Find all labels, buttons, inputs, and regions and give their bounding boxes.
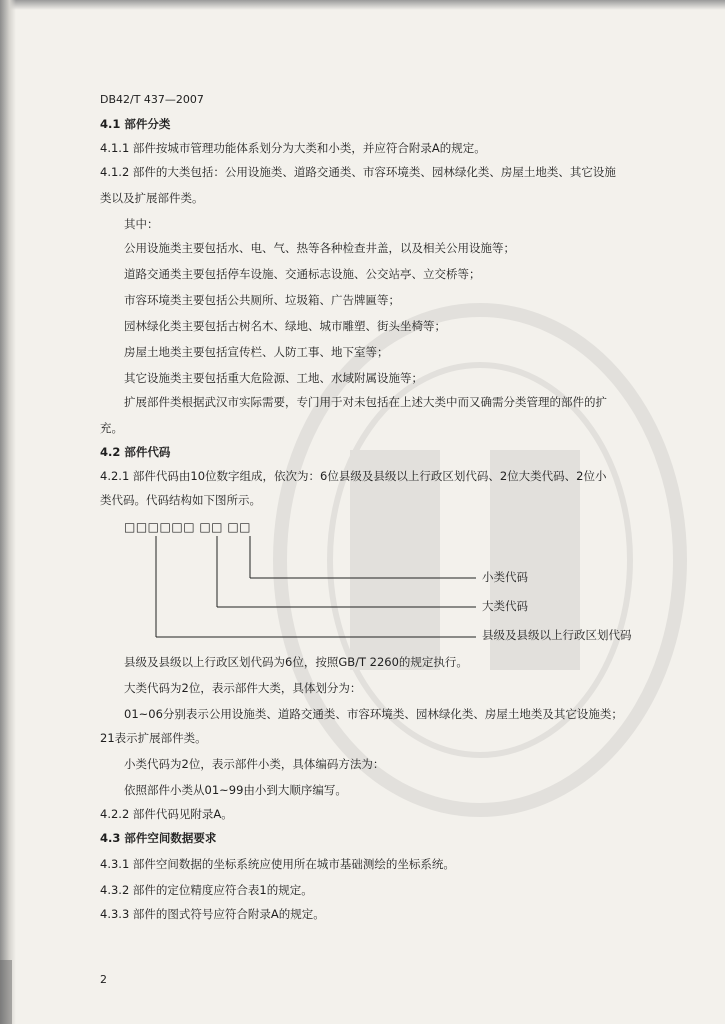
list-item: 其它设施类主要包括重大危险源、工地、水域附属设施等；: [124, 371, 423, 385]
clause-4-2-1-line1: 4.2.1 部件代码由10位数字组成，依次为：6位县级及县级以上行政区划代码、2位大类代码、2位小: [100, 469, 607, 483]
qizhong-label: 其中：: [124, 217, 159, 231]
list-item: 房屋土地类主要包括宣传栏、人防工事、地下室等；: [124, 345, 389, 359]
clause-4-2-1-line2: 类代码。代码结构如下图所示。: [100, 493, 261, 507]
paragraph-minor-detail: 依照部件小类从01~99由小到大顺序编写。: [124, 783, 347, 797]
paragraph-major-detail-line1: 01~06分别表示公用设施类、道路交通类、市容环境类、园林绿化类、房屋土地类及其它设施类；: [124, 707, 623, 721]
paragraph-county-code: 县级及县级以上行政区划代码为6位，按照GB/T 2260的规定执行。: [124, 655, 468, 669]
section-4-3-heading: 4.3 部件空间数据要求: [100, 831, 217, 845]
page-number: 2: [100, 973, 107, 986]
diagram-label-minor-code: 小类代码: [482, 570, 528, 584]
paragraph-minor-code: 小类代码为2位，表示部件小类，具体编码方法为：: [124, 757, 385, 771]
list-item: 道路交通类主要包括停车设施、交通标志设施、公交站亭、立交桥等；: [124, 267, 481, 281]
diagram-label-county-code: 县级及县级以上行政区划代码: [482, 628, 632, 642]
clause-4-2-2: 4.2.2 部件代码见附录A。: [100, 807, 233, 821]
extension-paragraph-line2: 充。: [100, 421, 123, 435]
clause-4-3-2: 4.3.2 部件的定位精度应符合表1的规定。: [100, 883, 313, 897]
clause-4-1-2-line2: 类以及扩展部件类。: [100, 191, 204, 205]
section-4-1-heading: 4.1 部件分类: [100, 117, 171, 131]
paragraph-major-detail-line2: 21表示扩展部件类。: [100, 731, 207, 745]
clause-4-3-1: 4.3.1 部件空间数据的坐标系统应使用所在城市基础测绘的坐标系统。: [100, 857, 455, 871]
list-item: 市容环境类主要包括公共厕所、垃圾箱、广告牌匾等；: [124, 293, 400, 307]
list-item: 公用设施类主要包括水、电、气、热等各种检查井盖，以及相关公用设施等；: [124, 241, 515, 255]
doc-number: DB42/T 437—2007: [100, 93, 204, 106]
code-structure-boxes: □□□□□□ □□ □□: [124, 520, 252, 534]
section-4-2-heading: 4.2 部件代码: [100, 445, 171, 459]
diagram-label-major-code: 大类代码: [482, 599, 528, 613]
list-item: 园林绿化类主要包括古树名木、绿地、城市雕塑、街头坐椅等；: [124, 319, 446, 333]
clause-4-1-2-line1: 4.1.2 部件的大类包括：公用设施类、道路交通类、市容环境类、园林绿化类、房屋土地类、其它设施: [100, 165, 616, 179]
extension-paragraph-line1: 扩展部件类根据武汉市实际需要，专门用于对未包括在上述大类中而又确需分类管理的部件的扩: [124, 395, 607, 409]
clause-4-1-1: 4.1.1 部件按城市管理功能体系划分为大类和小类，并应符合附录A的规定。: [100, 141, 486, 155]
paragraph-major-code: 大类代码为2位，表示部件大类，具体划分为：: [124, 681, 362, 695]
clause-4-3-3: 4.3.3 部件的图式符号应符合附录A的规定。: [100, 907, 325, 921]
